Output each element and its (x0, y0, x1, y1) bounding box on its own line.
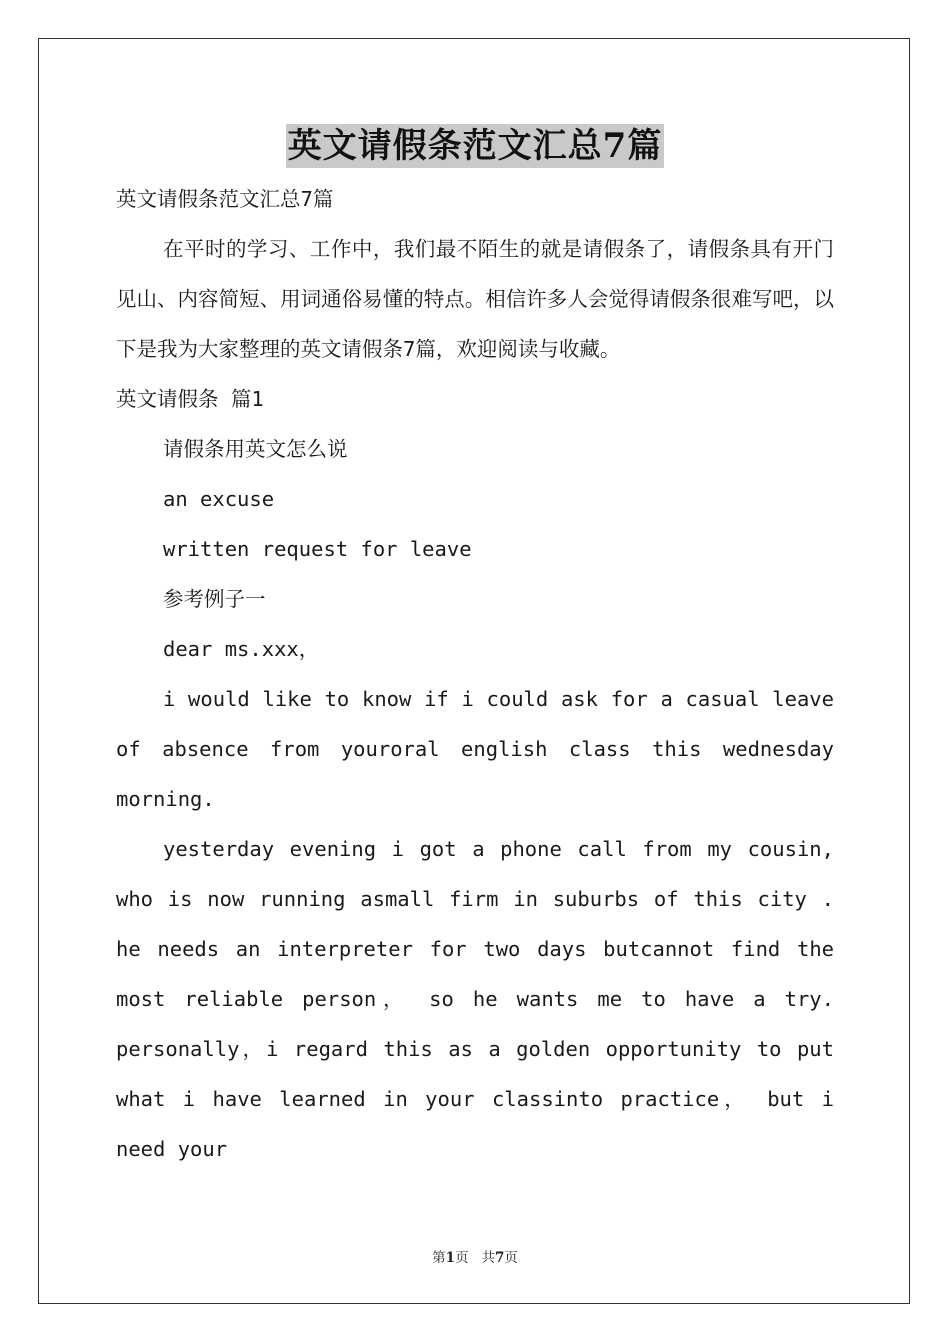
document-body (116, 174, 834, 1174)
letter-paragraph: i would like to know if i could ask for a casual leave of absence from youroral english class this wednesday morning. (116, 687, 834, 811)
body-paragraph: 请假条用英文怎么说 (163, 437, 348, 461)
title-wrap (0, 124, 950, 168)
intro-paragraph: 在平时的学习、工作中，我们最不陌生的就是请假条了，请假条具有开门见山、内容简短、用词通俗易懂的特点。相信许多人会觉得请假条很难写吧，以下是我为大家整理的英文请假条7篇，欢迎阅读与收藏。 (116, 237, 834, 361)
document-title: 英文请假条范文汇总7篇 (287, 126, 663, 166)
page-suffix: 页 (455, 1250, 469, 1266)
body-paragraph: 参考例子一 (163, 587, 266, 611)
subtitle-paragraph: 英文请假条范文汇总7篇 (116, 187, 334, 211)
page-number: 1 (445, 1250, 456, 1266)
body-paragraph: written request for leave (163, 537, 472, 561)
total-pages: 7 (494, 1250, 505, 1266)
letter-salutation: dear ms.xxx， (163, 637, 320, 661)
page-prefix: 第 (432, 1250, 446, 1266)
body-paragraph: an excuse (163, 487, 275, 511)
total-suffix: 页 (504, 1250, 518, 1266)
letter-paragraph: yesterday evening i got a phone call from my cousin, who is now running asmall firm in suburbs of this city . he needs an interpreter for two days butcannot find the most reliable person， so he wants me to have a try. personally，i regard this as a golden opportunity to put what i have learned in your classinto practice， but i need your (116, 837, 834, 1161)
total-prefix: 共 (481, 1250, 495, 1266)
section-heading: 英文请假条 篇1 (116, 387, 264, 411)
page-footer (0, 1246, 950, 1266)
